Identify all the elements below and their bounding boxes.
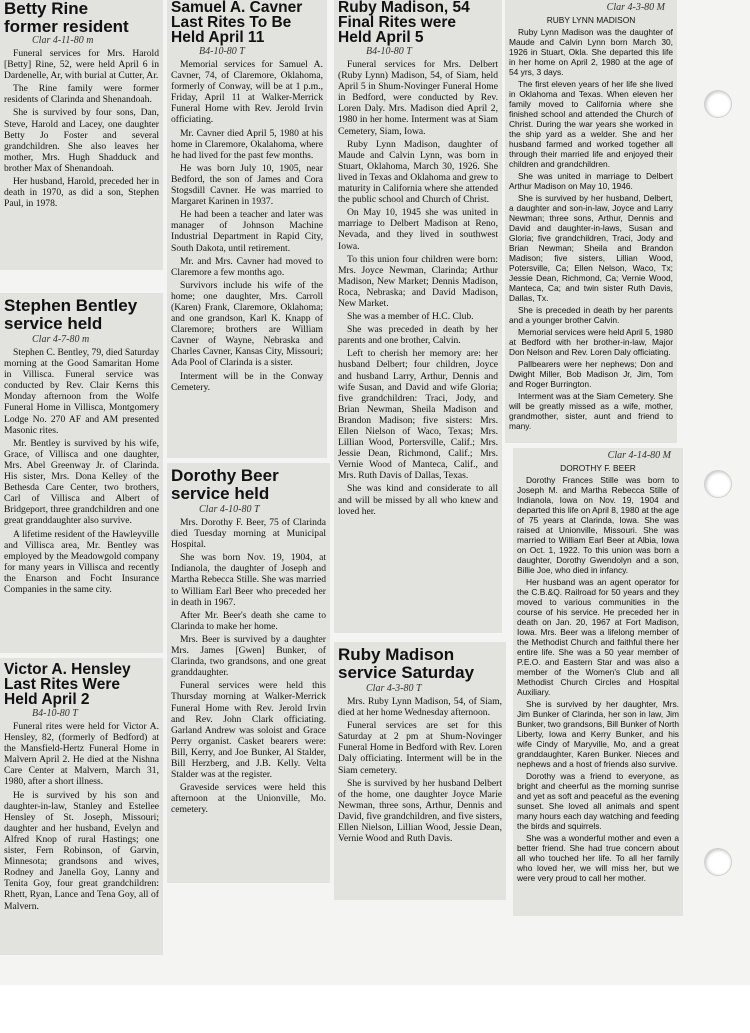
paragraph: Funeral services are set for this Saturday at 2 pm at Shum-Novinger Funeral Home in Bedford with Rev. Loren Daly officiating. Interment will be in the Siam cemetery. — [338, 720, 502, 776]
handwritten-date: Clar 4-11-80 m — [32, 35, 94, 46]
headline: Stephen Bentley service held — [4, 296, 138, 333]
handwritten-date: Clar 4-3-80 M — [606, 2, 665, 13]
paragraph: Funeral rites were held for Victor A. Hensley, 82, (formerly of Bedford) at the Mansfield-Hertz Funeral Home in Malvern April 2. He died at the Nishna Care Center at Malvern, March 31, 1980, after a short illness. — [4, 721, 159, 788]
page-bottom-margin — [0, 985, 750, 1033]
headline: Ruby Madison service Saturday — [338, 645, 475, 682]
article-body — [4, 721, 159, 912]
paragraph: Her husband was an agent operator for the C.B.&Q. Railroad for 50 years and they moved to various communities in the course of his service. He preceded her in death on Jan. 20, 1967 at Fort Madison, Iowa. Mrs. Beer was a lifelong member of the Methodist Church and faithful there her entire life. She was a 50 year member of P.E.O. and Eastern Star and was also a member of the Women's Club and all Methodist Church Circles and Hospital Auxiliary. — [517, 577, 679, 697]
paragraph: She was a member of H.C. Club. — [347, 311, 474, 323]
paragraph: Ruby Lynn Madison, daughter of Maude and Calvin Lynn, was born in Stuart, Oklahoma, March 30, 1926. She lived in Texas and Oklahoma and grew to maturity in California where she attended the public school and Church of Christ. — [338, 138, 498, 206]
paragraph: She is survived by her daughter, Mrs. Jim Bunker of Clarinda, her son in law, Jim Bunker, two grandsons, Bill Bunker of North Liberty, Iowa and Kerry Bunker, and his wife Cindy of Maryville, Mo, and a great granddaughter, Karen Bunker. Nieces and nephews and a host of friends also survive. — [517, 699, 679, 769]
paragraph: Mrs. Ruby Lynn Madison, 54, of Siam, died at her home Wednesday afternoon. — [338, 696, 502, 719]
headline: Samuel A. Cavner Last Rites To Be Held April 11 — [171, 0, 303, 46]
handwritten-date: B4-10-80 T — [32, 708, 78, 719]
headline: Dorothy Beer service held — [171, 466, 279, 503]
paragraph: On May 10, 1945 she was united in marriage to Delbert Madison at Reno, Nevada, and they lived in southwest Iowa. — [338, 207, 498, 252]
obituary-ruby-lynn-madison-full — [505, 0, 677, 443]
paragraph: Dorothy Frances Stille was born to Joseph M. and Martha Rebecca Stille of Indianola, Iowa on Nov. 19, 1904 and departed this life on April 8, 1980 at the age of 75 years at Clarinda, Iowa. She was raised at Unionville, Missouri. She was married to William Earl Beer at Albia, Iowa on Oct. 1, 1922. To this union was born a daughter, Dorothy Gwendolyn and a son, Billie Joe, who died in infancy. — [517, 475, 679, 575]
paragraph: She is survived by her husband Delbert of the home, one daughter Joyce Marie Newman, three sons, Arthur, Dennis and David, five grandchildren, and five sisters, Ellen Nielson, Lillian Wood, Jessie Dean, Vernie Wood and Ruth Davis. — [338, 777, 502, 845]
obituary-dorothy-f-beer-full — [513, 448, 683, 916]
article-body — [338, 696, 502, 844]
paragraph: She was a wonderful mother and even a better friend. She had true concern about all who touched her life. To all her family who loved her, we will miss her, but we were very proud to call her mother. — [517, 833, 679, 883]
handwritten-date: Clar 4-10-80 T — [199, 504, 260, 515]
headline: Victor A. Hensley Last Rites Were Held April 2 — [4, 661, 131, 708]
paragraph: Mr. and Mrs. Cavner had moved to Claremore a few months ago. — [171, 255, 323, 278]
paragraph: To this union four children were born: Mrs. Joyce Newman, Clarinda; Arthur Madison, New Market; Dennis Madison, Roca, Nebraska; and David Madison, New Market. — [338, 253, 498, 309]
article-body — [517, 475, 679, 883]
paragraph: She was united in marriage to Delbert Arthur Madison on May 10, 1946. — [509, 171, 673, 191]
article-body — [338, 59, 498, 517]
paragraph: Interment will be in the Conway Cemetery. — [171, 370, 323, 393]
headline: Ruby Madison, 54 Final Rites were Held April 5 — [338, 0, 470, 46]
headline: Betty Rine former resident — [4, 0, 129, 36]
paragraph: Memorial services for Samuel A. Cavner, 74, of Claremore, Oklahoma, formerly of Conway, will be at 1 p.m., Friday, April 11 at Walker-Merrick Funeral Home with Rev. Jerold Irvin officiating. — [171, 59, 323, 126]
paragraph: Mrs. Dorothy F. Beer, 75 of Clarinda died Tuesday morning at Municipal Hospital. — [171, 517, 326, 551]
obituary-betty-rine — [0, 0, 163, 270]
paragraph: She was born Nov. 19, 1904, at Indianola, the daughter of Joseph and Martha Rebecca Stille. She was married to William Earl Beer who preceded her in death in 1967. — [171, 552, 326, 608]
paragraph: Interment was at the Siam Cemetery. She will be greatly missed as a wife, mother, grandmother, sister, aunt and friend to many. — [509, 391, 673, 431]
paragraph: Ruby Lynn Madison was the daughter of Maude and Calvin Lynn born March 30, 1926 in Stuart, Okla. She departed this life in her home on April 2, 1980 at the age of 54 yrs, 3 days. — [509, 27, 673, 77]
binder-hole-middle — [704, 470, 732, 498]
handwritten-date: Clar 4-14-80 M — [607, 450, 671, 461]
paragraph: Funeral services for Mrs. Harold [Betty] Rine, 52, were held April 6 in Dardenelle, Ar, with burial at Cutter, Ar. — [4, 48, 159, 82]
paragraph: She was preceded in death by her parents and one brother, Calvin. — [338, 324, 498, 347]
paragraph: Mr. Cavner died April 5, 1980 at his home in Claremore, Okalahoma, where he had lived for the past few months. — [171, 127, 323, 161]
article-body — [4, 347, 159, 595]
paragraph: Stephen C. Bentley, 79, died Saturday morning at the Good Samaritan Home in Villisca. Funeral service was conducted by Rev. Clair Kerns this Monday afternoon from the Wolfe Funeral Home in Villisca, Montgomery Lodge No. 270 AF and AM presented Masonic rites. — [4, 347, 159, 436]
paragraph: Survivors include his wife of the home; one daughter, Mrs. Carroll (Karen) Frank, Claremore, Oklahoma; and one grandson, Karl K. Knapp of Claremore; brothers are William Cavner of Wayne, Nebraska and Charles Cavner, Kansas City, Missouri; Ada Pool of Clarinda is a sister. — [171, 279, 323, 369]
handwritten-date: B4-10-80 T — [366, 46, 412, 57]
paragraph: The Rine family were former residents of Clarinda and Shenandoah. — [4, 83, 159, 106]
paragraph: Dorothy was a friend to everyone, as bright and cheerful as the morning sunrise and yet as soft and peaceful as the evening sunset. She loved all animals and spent many hours each day watching and feeding the birds and squirrels. — [517, 771, 679, 831]
paragraph: Memorial services were held April 5, 1980 at Bedford with her brother-in-law, Major Don Nelson and Rev. Loren Daly officiating. — [509, 327, 674, 357]
obituary-samuel-cavner — [167, 0, 327, 458]
paragraph: Her husband, Harold, preceded her in death in 1970, as did a son, Stephen Paul, in 1978. — [4, 176, 159, 210]
binder-hole-bottom — [704, 848, 732, 876]
paragraph: Graveside services were held this afternoon at the Unionville, Mo. cemetery. — [171, 782, 326, 816]
paragraph: Mrs. Beer is survived by a daughter Mrs. James [Gwen] Bunker, of Clarinda, two grandsons, and one great granddaughter. — [171, 633, 326, 679]
photo-caption: RUBY LYNN MADISON — [546, 15, 636, 25]
handwritten-date: B4-10-80 T — [199, 46, 245, 57]
binder-hole-top — [704, 90, 732, 118]
handwritten-date: Clar 4-7-80 m — [32, 334, 90, 345]
paragraph: She is survived by her husband, Delbert, a daughter and son-in-law, Joyce and Larry Newman; three sons, Arthur, Dennis and David and daughter-in-laws, Susan and Gloria; five grandchildren, Traci, Jody and Brian Newman; Sheila and Brandon Madison; five sisters, Lillian Wood, Potersville, Ca; Ellen Nelson, Waco, Tx; Jessie Dean, Richmond, Ca; Vernie Wood, Manteca, Ca; and twin sister Ruth Davis, Dallas, Tx. — [509, 193, 673, 303]
paragraph: Funeral services for Mrs. Delbert (Ruby Lynn) Madison, 54, of Siam, held April 5 in Shum-Novinger Funeral Home in Bedford, were conducted by Rev. Loren Daly. Mrs. Madison died April 2, 1980 in her home. Interment was at Siam Cemetery, Siam, Iowa. — [338, 59, 498, 137]
obituary-ruby-madison-final-rites — [334, 0, 502, 633]
paragraph: A lifetime resident of the Hawleyville and Villisca area, Mr. Bentley was employed by the Meadowgold company for many years in Villisca and recently the Enarson and Focht Insurance Companies in the same city. — [4, 528, 159, 595]
paragraph: Left to cherish her memory are: her husband Delbert; four children, Joyce and husband Larry, Arthur, Dennis and wife Susan, and David and wife Gloria; five grandchildren: Traci, Jody, and Brian Newman, Sheila Madison and Brandon Madison; five sisters: Mrs. Ellen Nielson of Waco, Texas; Mrs. Lillian Wood, Portersville, Calif.; Mrs. Jessie Dean, Richmond, Calif.; Mrs. Vernie Wood of Manteca, Calif., and Mrs. Ruth Davis of Dallas, Texas. — [338, 348, 498, 482]
obituary-ruby-madison-service-saturday — [334, 642, 506, 900]
paragraph: She is preceded in death by her parents and a younger brother Calvin. — [509, 305, 673, 325]
paragraph: He had been a teacher and later was manager of Johnson Machine Industrial Department in Rapid City, South Dakota, until retirement. — [171, 209, 323, 254]
article-body — [171, 59, 323, 393]
paragraph: Pallbearers were her nephews; Don and Dwight Miller, Bob Madison Jr, Jim, Tom and Roger Burrington. — [509, 359, 673, 389]
paragraph: Mr. Bentley is survived by his wife, Grace, of Villisca and one daughter, Mrs. Abel Greenway Jr. of Clarinda. His sister, Mrs. Dona Kelley of the Bethesda Care Center, two brothers, Carl of Villisca and Albert of Bridgeport, three grandchildren and one great granddaughter also survive. — [4, 437, 159, 527]
paragraph: He is survived by his son and daughter-in-law, Stanley and Estellee Hensley of St. Joseph, Missouri; daughter and her husband, Evelyn and Alfred Knop of rural Hastings; one sister, Fern Robinson, of Garvin, Minnesota; grandsons and wives, Rodney and Janella Goy, Lanny and Tenita Goy, four great grandchildren: Rhett, Ryan, Lance and Tena Goy, all of Malvern. — [4, 789, 159, 912]
paragraph: He was born July 10, 1905, near Bedford, the son of James and Cora Stogsdill Cavner. He was married to Margaret Karinen in 1937. — [171, 162, 323, 208]
article-body — [4, 48, 159, 209]
obituary-stephen-bentley — [0, 293, 163, 653]
paragraph: She is survived by four sons, Dan, Steve, Harold and Lacey, one daughter Betty Jo Foster and several grandchildren. She also leaves her mother, Mrs. Hugh Shadduck and brother Max of Shenandoah. — [4, 107, 159, 174]
obituary-dorothy-beer-service — [167, 463, 330, 883]
paragraph: After Mr. Beer's death she came to Clarinda to make her home. — [171, 609, 326, 632]
photo-caption: DOROTHY F. BEER — [560, 463, 636, 473]
article-body — [171, 517, 326, 815]
paragraph: Funeral services were held this Thursday morning at Walker-Merrick Funeral Home with Rev. Jerold Irvin and Rev. John Clark officiating. Garland Andrew was soloist and Grace Perry organist. Casket bearers were: Bill, Kerry, and Joe Bunker, Al Stalder, Bill Herzberg, and J.B. Kelly. Velta Stalder was at the register. — [171, 680, 326, 781]
article-body — [509, 27, 673, 431]
obituary-victor-hensley — [0, 658, 163, 955]
paragraph: She was kind and considerate to all and will be missed by all who knew and loved her. — [338, 483, 498, 517]
paragraph: The first eleven years of her life she lived in Oklahoma and Texas. When eleven her family moved to California where she finished school and attended the Church of Christ. During the war years she worked in the ship yard as a welder. She and her husband farmed and worked together all through their married life and enjoyed their children and grandchildren. — [509, 79, 673, 169]
handwritten-date: Clar 4-3-80 T — [366, 683, 422, 694]
